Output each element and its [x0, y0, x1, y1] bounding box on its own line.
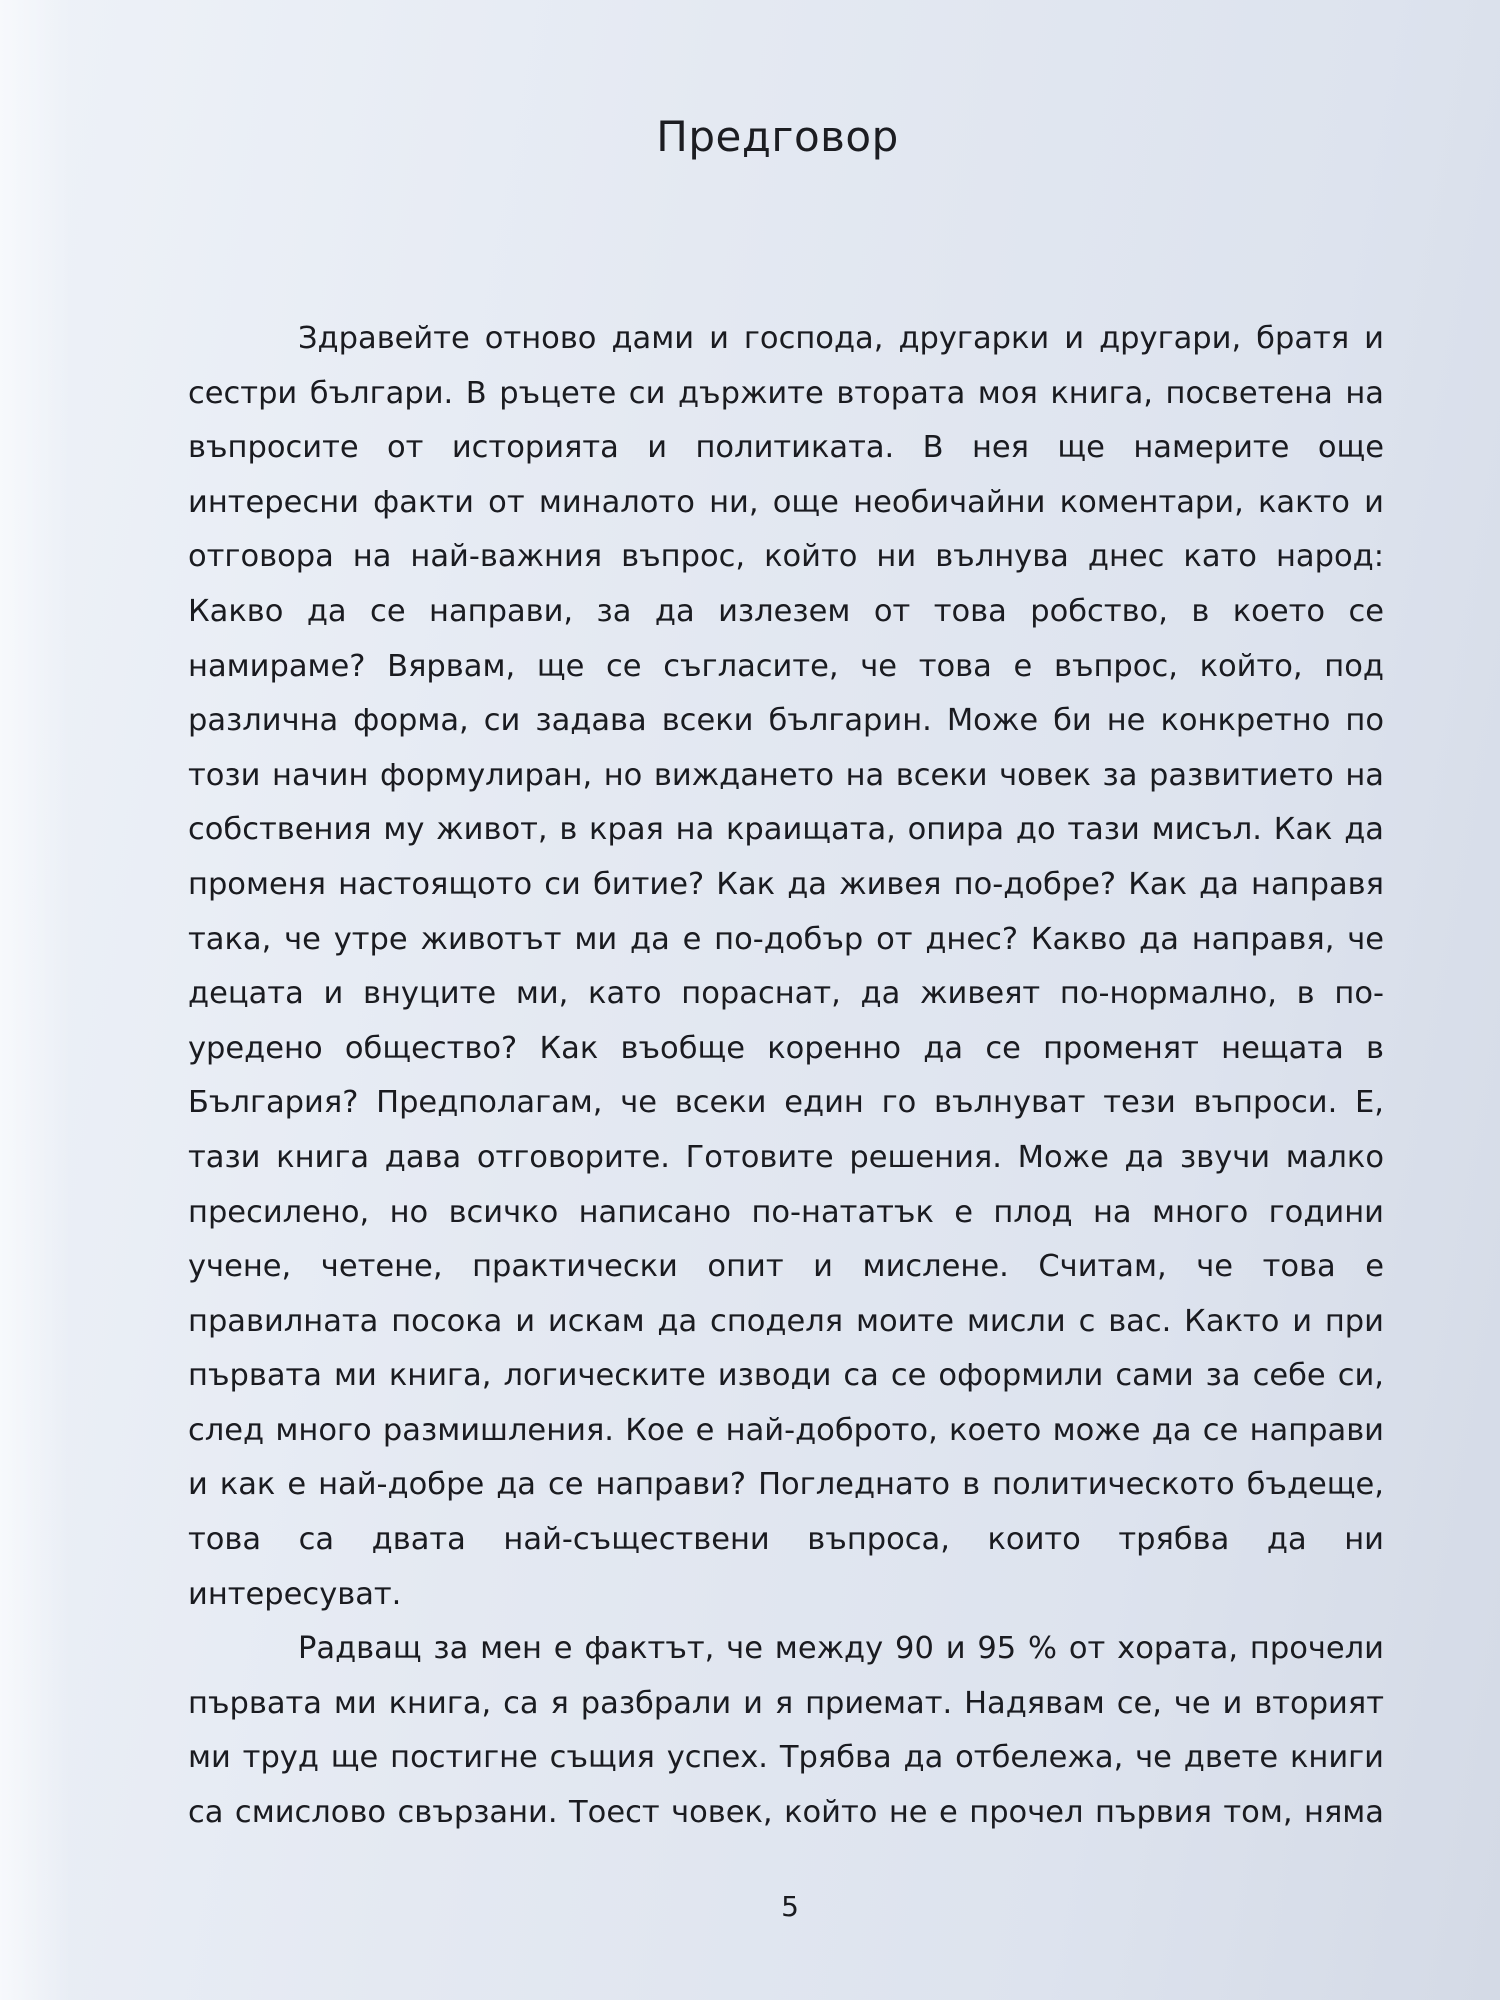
page-highlight: [0, 0, 70, 2000]
paragraph-1: Здравейте отново дами и господа, другарки и другари, братя и сестри българи. В ръцете си държите втората моя книга, посветена на въпросите от историята и политиката. В нея ще намерите още интересни факти от миналото ни, още необичайни коментари, както и отговора на най-важния въпрос, който ни вълнува днес като народ: Какво да се направи, за да излезем от това робство, в което се намираме? Вярвам, ще се съгласите, че това е въпрос, който, под различна форма, си задава всеки българин. Може би не конкретно по този начин формулиран, но виждането на всеки човек за развитието на собствения му живот, в края на краищата, опира до тази мисъл. Как да променя настоящото си битие? Как да живея по-добре? Как да направя така, че утре животът ми да е по-добър от днес? Какво да направя, че децата и внуците ми, като пораснат, да живеят по-нормално, в по-уредено общество? Как въобще коренно да се променят нещата в България? Предполагам, че всеки един го вълнуват тези въпроси. Е, тази книга дава отговорите. Готовите решения. Може да звучи малко пресилено, но всичко написано по-нататък е плод на много години учене, четене, практически опит и мислене. Считам, че това е правилната посока и искам да споделя моите мисли с вас. Както и при първата ми книга, логическите изводи са се оформили сами за себе си, след много размишления. Кое е най-доброто, което може да се направи и как е най-добре да се направи? Погледнато в политическото бъдеще, това са двата най-съществени въпроса, които трябва да ни интересуват.: [188, 321, 1384, 1612]
body-text: [188, 312, 1384, 1841]
chapter-title: Предговор: [656, 112, 899, 161]
paragraph-2: Радващ за мен е фактът, че между 90 и 95 % от хората, прочели първата ми книга, са я разбрали и я приемат. Надявам се, че и вторият ми труд ще постигне същия успех. Трябва да отбележа, че двете книги са смислово свързани. Тоест човек, който не е прочел първия том, няма: [188, 1631, 1384, 1831]
page-number: 5: [781, 1890, 799, 1923]
